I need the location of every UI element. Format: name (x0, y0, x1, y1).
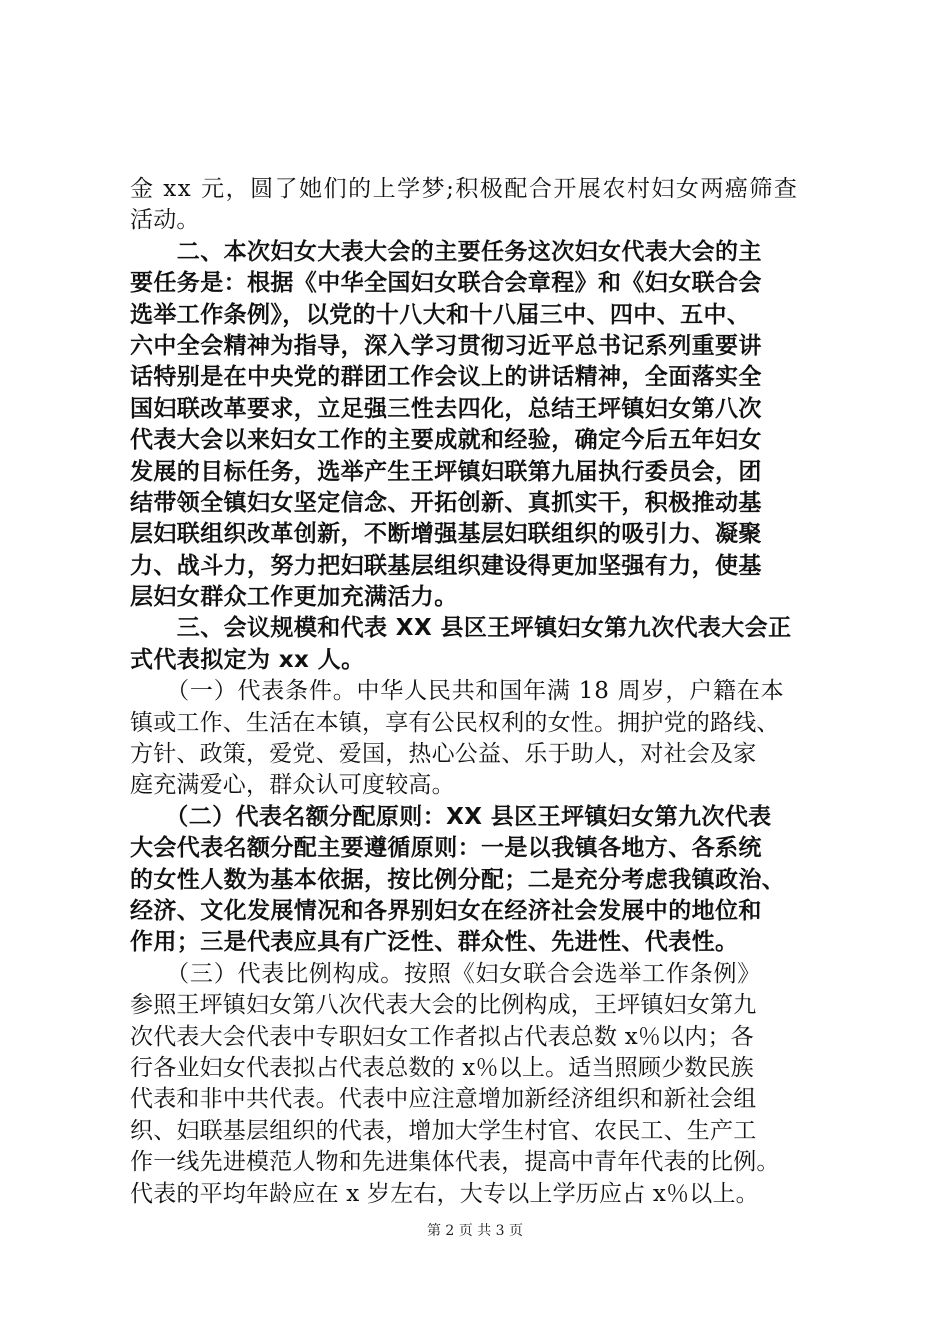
text-line: 次代表大会代表中专职妇女工作者拟占代表总数 x％以内；各 (130, 1023, 754, 1050)
text-line: 层妇女群众工作更加充满活力。 (130, 584, 458, 611)
text-line: 作用；三是代表应具有广泛性、群众性、先进性、代表性。 (130, 929, 739, 956)
text-line: 镇或工作、生活在本镇，享有公民权利的女性。拥护党的路线、 (130, 709, 780, 736)
text-line: 话特别是在中央党的群团工作会议上的讲话精神，全面落实全 (130, 364, 762, 391)
section-heading-line: 三、会议规模和代表 XX 县区王坪镇妇女第九次代表大会正 (130, 615, 792, 642)
text-line: 方针、政策，爱党、爱国，热心公益、乐于助人，对社会及家 (130, 741, 757, 768)
text-line: 要任务是：根据《中华全国妇女联合会章程》和《妇女联合会 (130, 270, 762, 297)
text-line: 作一线先进模范人物和先进集体代表，提高中青年代表的比例。 (130, 1149, 780, 1176)
text-line: 代表大会以来妇女工作的主要成就和经验，确定今后五年妇女 (130, 427, 762, 454)
text-line: 层妇联组织改革创新，不断增强基层妇联组织的吸引力、凝聚 (130, 521, 762, 548)
text-line: 选举工作条例》，以党的十八大和十八届三中、四中、五中、 (130, 301, 751, 328)
subsection-line: （一）代表条件。中华人民共和国年满 18 周岁，户籍在本 (130, 678, 785, 705)
text-line: 六中全会精神为指导，深入学习贯彻习近平总书记系列重要讲 (130, 332, 762, 359)
subsection-line: （三）代表比例构成。按照《妇女联合会选举工作条例》 (130, 960, 762, 987)
text-line: 发展的目标任务，选举产生王坪镇妇联第九届执行委员会，团 (130, 458, 762, 485)
text-line: 行各业妇女代表拟占代表总数的 x％以上。适当照顾少数民族 (130, 1054, 754, 1081)
text-line: 结带领全镇妇女坚定信念、开拓创新、真抓实干，积极推动基 (130, 489, 762, 516)
text-line: 式代表拟定为 xx 人。 (130, 646, 365, 673)
text-line: 活动。 (130, 207, 200, 234)
text-line: 经济、文化发展情况和各界别妇女在经济社会发展中的地位和 (130, 897, 762, 924)
subsection-line: （二）代表名额分配原则：XX 县区王坪镇妇女第九次代表 (130, 803, 772, 830)
text-line: 织、妇联基层组织的代表，增加大学生村官、农民工、生产工 (130, 1117, 757, 1144)
text-line: 的女性人数为基本依据，按比例分配；二是充分考虑我镇政治、 (130, 866, 786, 893)
text-line: 代表和非中共代表。代表中应注意增加新经济组织和新社会组 (130, 1086, 757, 1113)
text-line: 大会代表名额分配主要遵循原则：一是以我镇各地方、各系统 (130, 835, 762, 862)
section-heading-line: 二、本次妇女大表大会的主要任务这次妇女代表大会的主 (130, 238, 762, 265)
text-line: 参照王坪镇妇女第八次代表大会的比例构成，王坪镇妇女第九 (130, 992, 757, 1019)
text-line: 力、战斗力，努力把妇联基层组织建设得更加坚强有力，使基 (130, 552, 762, 579)
text-line: 国妇联改革要求，立足强三性去四化，总结王坪镇妇女第八次 (130, 395, 762, 422)
text-line: 庭充满爱心，群众认可度较高。 (130, 772, 455, 799)
page-number-label: 第 2 页 共 3 页 (426, 1223, 524, 1239)
text-line: 金 xx 元，圆了她们的上学梦;积极配合开展农村妇女两癌筛查 (130, 176, 799, 202)
text-line: 代表的平均年龄应在 x 岁左右，大专以上学历应占 x％以上。 (130, 1180, 759, 1207)
page-footer (0, 1221, 950, 1241)
document-body (130, 174, 830, 1210)
